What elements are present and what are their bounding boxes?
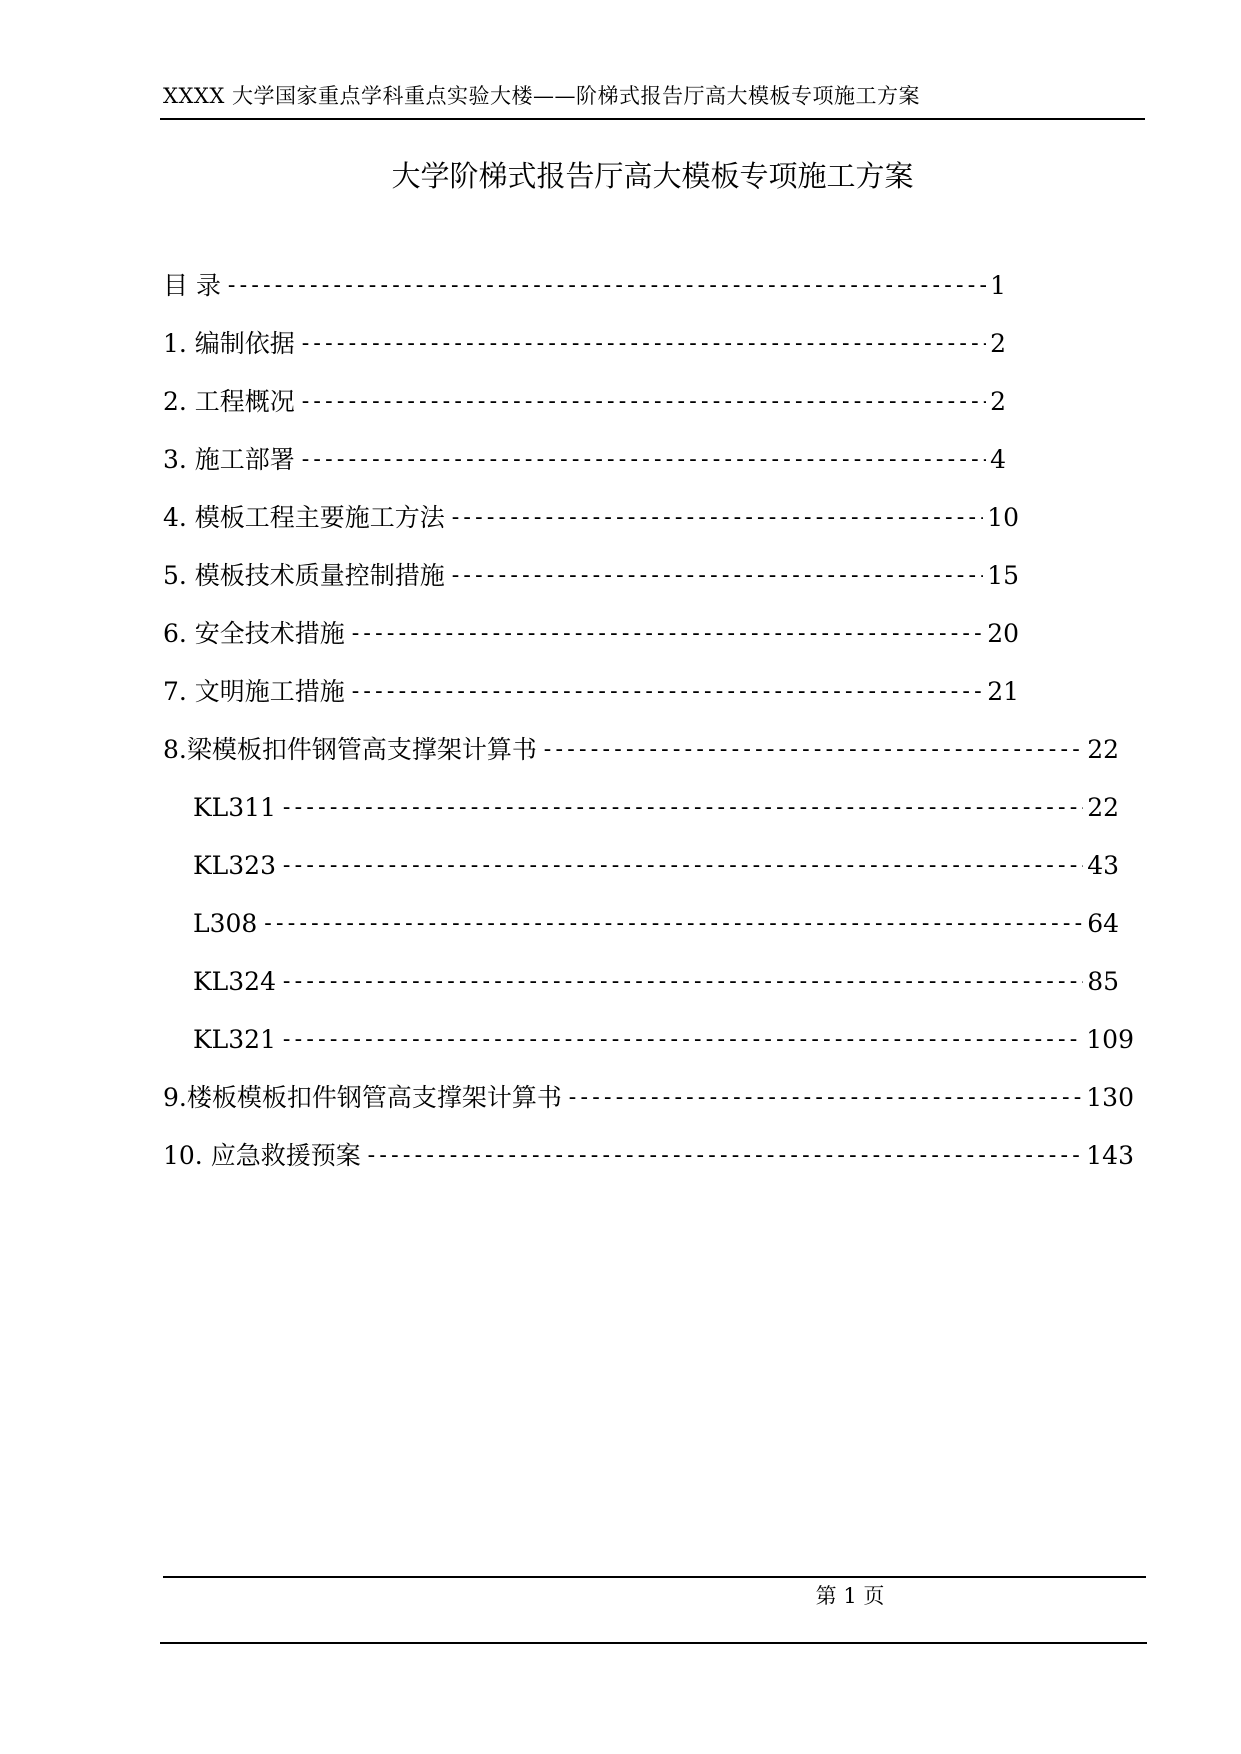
toc-entry-page: 43	[1087, 851, 1119, 880]
toc-entry-label: 4. 模板工程主要施工方法	[163, 503, 445, 532]
toc-entry-label: KL311	[193, 793, 276, 822]
toc-entry-6	[163, 616, 1019, 652]
toc-entry-label: 3. 施工部署	[163, 445, 295, 474]
toc-entry-8	[163, 732, 1119, 768]
running-header: XXXX 大学国家重点学科重点实验大楼——阶梯式报告厅高大模板专项施工方案	[163, 84, 920, 108]
toc-entry-page: 10	[987, 503, 1019, 532]
toc-dot-leader	[280, 1022, 1082, 1058]
toc-entry-page: 22	[1087, 793, 1119, 822]
toc-entry-page: 109	[1086, 1025, 1134, 1054]
toc-subentry-kl311	[193, 790, 1119, 826]
toc-entry-page: 4	[990, 445, 1006, 474]
toc-entry-label: 目 录	[163, 271, 221, 300]
toc-entry-page: 15	[987, 561, 1019, 590]
toc-entry-1	[163, 326, 1006, 362]
toc-entry-page: 1	[990, 271, 1006, 300]
toc-entry-label: KL321	[193, 1025, 276, 1054]
document-title: 大学阶梯式报告厅高大模板专项施工方案	[391, 159, 914, 193]
toc-entry-label: 2. 工程概况	[163, 387, 295, 416]
toc-subentry-kl324	[193, 964, 1119, 1000]
toc-dot-leader	[225, 268, 986, 304]
toc-entry-9	[163, 1080, 1134, 1116]
toc-dot-leader	[280, 964, 1083, 1000]
toc-entry-page: 2	[990, 329, 1006, 358]
toc-entry-page: 21	[987, 677, 1019, 706]
toc-entry-label: KL323	[193, 851, 276, 880]
toc-entry-label: 6. 安全技术措施	[163, 619, 345, 648]
toc-entry-7	[163, 674, 1019, 710]
toc-entry-10	[163, 1138, 1134, 1174]
toc-entry-page: 143	[1086, 1141, 1134, 1170]
toc-dot-leader	[299, 384, 986, 420]
toc-entry-page: 130	[1086, 1083, 1134, 1112]
toc-dot-leader	[566, 1080, 1082, 1116]
toc-entry-5	[163, 558, 1019, 594]
toc-dot-leader	[280, 848, 1083, 884]
toc-entry-contents	[163, 268, 1006, 304]
toc-entry-label: 7. 文明施工措施	[163, 677, 345, 706]
toc-dot-leader	[299, 442, 986, 478]
toc-dot-leader	[261, 906, 1083, 942]
toc-dot-leader	[280, 790, 1083, 826]
toc-entry-label: 1. 编制依据	[163, 329, 295, 358]
toc-entry-page: 2	[990, 387, 1006, 416]
toc-entry-page: 22	[1087, 735, 1119, 764]
toc-subentry-l308	[193, 906, 1119, 942]
toc-subentry-kl323	[193, 848, 1119, 884]
toc-dot-leader	[349, 616, 983, 652]
toc-entry-label: 8.梁模板扣件钢管高支撑架计算书	[163, 735, 537, 764]
toc-entry-label: KL324	[193, 967, 276, 996]
page-number: 第 1 页	[815, 1584, 885, 1608]
toc-entry-2	[163, 384, 1006, 420]
toc-entry-label: L308	[193, 909, 258, 938]
toc-entry-3	[163, 442, 1006, 478]
toc-subentry-kl321	[193, 1022, 1134, 1058]
toc-entry-4	[163, 500, 1019, 536]
toc-entry-label: 10. 应急救援预案	[163, 1141, 361, 1170]
toc-entry-label: 9.楼板模板扣件钢管高支撑架计算书	[163, 1083, 562, 1112]
toc-entry-page: 85	[1087, 967, 1119, 996]
toc-entry-page: 64	[1087, 909, 1119, 938]
toc-dot-leader	[449, 558, 983, 594]
toc-dot-leader	[365, 1138, 1083, 1174]
toc-dot-leader	[299, 326, 986, 362]
footer-divider-top	[163, 1576, 1146, 1578]
toc-entry-page: 20	[987, 619, 1019, 648]
toc-dot-leader	[449, 500, 983, 536]
toc-dot-leader	[541, 732, 1083, 768]
footer-divider-bottom	[160, 1642, 1147, 1644]
toc-entry-label: 5. 模板技术质量控制措施	[163, 561, 445, 590]
header-divider	[160, 118, 1145, 120]
toc-dot-leader	[349, 674, 983, 710]
